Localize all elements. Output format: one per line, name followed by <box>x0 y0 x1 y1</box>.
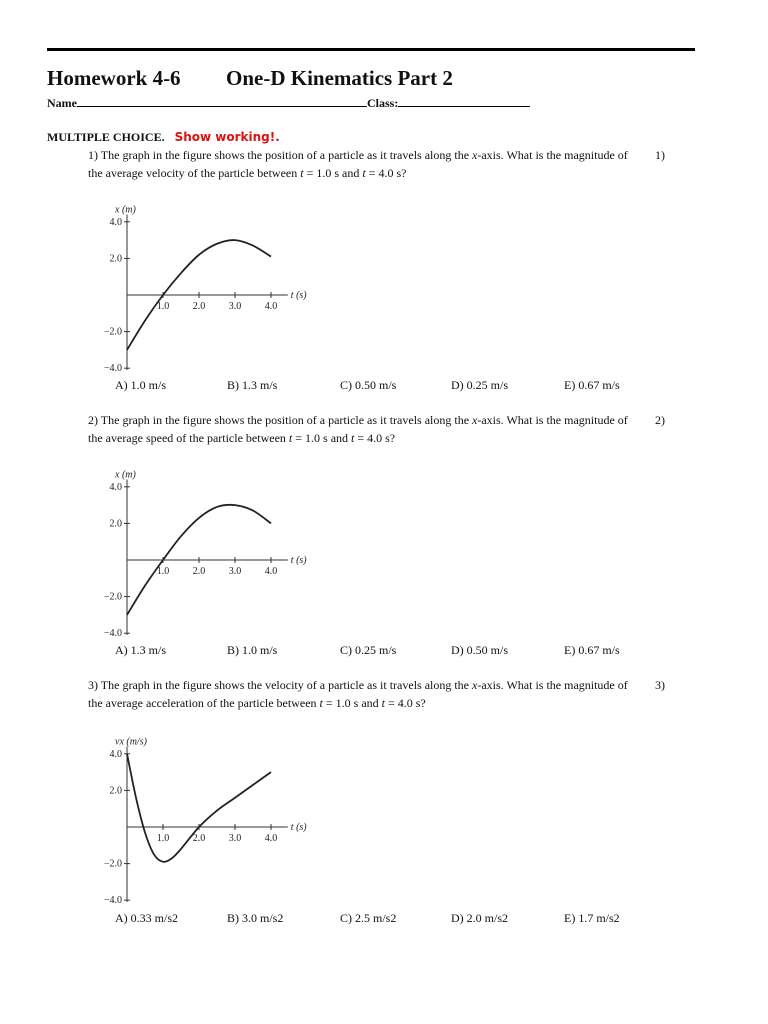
question-text: = 4.0 s? <box>384 696 426 710</box>
question-number: 1) <box>88 148 98 162</box>
answer-choice[interactable] <box>227 911 283 926</box>
question-text: The graph in the figure shows the velocity of a particle as it travels along the <box>100 678 473 692</box>
y-tick-label: −4.0 <box>103 628 122 640</box>
x-tick-label: 3.0 <box>228 566 242 577</box>
x-tick-label: 2.0 <box>192 301 206 312</box>
question-number: 3) <box>88 678 98 692</box>
choice-label: E) <box>564 643 579 657</box>
x-tick-label: 3.0 <box>228 301 242 312</box>
position-time-graph <box>95 443 335 643</box>
y-tick-label: 4.0 <box>109 748 122 760</box>
choice-label: B) <box>227 643 242 657</box>
question-text: -axis. What is the magnitude of the average speed of the particle between <box>88 413 628 445</box>
question-text: The graph in the figure shows the position of a particle as it travels along the <box>100 413 473 427</box>
question-text: = 1.0 s and <box>322 696 382 710</box>
velocity-time-graph <box>95 710 355 910</box>
question-text: = 1.0 s and <box>292 431 352 445</box>
y-tick-label: 4.0 <box>109 481 122 493</box>
choice-value: 0.50 m/s <box>355 378 397 392</box>
answer-choice[interactable] <box>564 378 620 393</box>
y-tick-label: −4.0 <box>103 895 122 907</box>
var-t: t <box>319 696 323 710</box>
x-axis-label: t (s) <box>290 290 307 301</box>
question-text: The graph in the figure shows the position of a particle as it travels along the <box>100 148 473 162</box>
question-text: -axis. What is the magnitude of the average velocity of the particle between <box>88 148 628 180</box>
y-tick-label: −2.0 <box>103 591 122 603</box>
var-x: x <box>472 413 478 427</box>
x-tick-label: 1.0 <box>156 301 170 312</box>
name-blank[interactable] <box>77 95 367 107</box>
choice-value: 1.7 m/s2 <box>578 911 620 925</box>
choice-label: C) <box>340 911 355 925</box>
y-axis-label: x (m) <box>115 469 136 481</box>
choice-label: A) <box>115 378 131 392</box>
choice-value: 1.0 m/s <box>242 643 278 657</box>
y-axis-label: vx (m/s) <box>115 736 147 748</box>
var-t: t <box>362 166 366 180</box>
answer-choice[interactable] <box>451 643 508 658</box>
y-tick-label: 2.0 <box>109 518 122 530</box>
x-tick-label: 1.0 <box>156 833 170 844</box>
answer-choice[interactable] <box>564 643 620 658</box>
x-tick-label: 2.0 <box>192 833 206 844</box>
section-label: MULTIPLE CHOICE. <box>47 130 165 144</box>
question-text: = 4.0 s? <box>365 166 407 180</box>
class-label: Class: <box>367 96 399 110</box>
homework-topic: One-D Kinematics Part 2 <box>226 66 453 90</box>
answer-choice[interactable] <box>115 378 166 393</box>
position-time-graph <box>95 178 335 378</box>
choice-value: 2.0 m/s2 <box>466 911 509 925</box>
side-number: 3) <box>655 678 665 692</box>
choice-label: E) <box>564 911 579 925</box>
answer-choice[interactable] <box>340 643 396 658</box>
answer-choice[interactable] <box>451 378 508 393</box>
choice-label: B) <box>227 378 242 392</box>
y-tick-label: 2.0 <box>109 253 122 265</box>
y-axis-label: x (m) <box>115 204 136 216</box>
top-rule <box>47 48 695 51</box>
y-tick-label: −2.0 <box>103 326 122 338</box>
question-text: -axis. What is the magnitude of the average acceleration of the particle between <box>88 678 628 710</box>
y-tick-label: 2.0 <box>109 785 122 797</box>
question-1 <box>88 146 638 182</box>
data-curve <box>127 754 271 862</box>
choice-value: 1.3 m/s <box>242 378 278 392</box>
section-heading <box>47 130 280 145</box>
choice-value: 2.5 m/s2 <box>355 911 397 925</box>
question-text: = 4.0 s? <box>354 431 396 445</box>
answer-choice[interactable] <box>340 911 396 926</box>
choice-value: 1.3 m/s <box>130 643 167 657</box>
choice-label: A) <box>115 911 131 925</box>
choice-value: 3.0 m/s2 <box>242 911 284 925</box>
var-x: x <box>472 148 478 162</box>
x-tick-label: 4.0 <box>264 833 278 844</box>
answer-choice[interactable] <box>115 911 178 926</box>
x-axis-label: t (s) <box>290 555 307 566</box>
answer-choice[interactable] <box>227 643 277 658</box>
x-axis-label: t (s) <box>290 822 307 833</box>
var-t: t <box>381 696 385 710</box>
name-label: Name <box>47 96 77 110</box>
choice-label: B) <box>227 911 242 925</box>
name-class-row <box>47 95 530 111</box>
side-number: 1) <box>655 148 665 162</box>
question-3 <box>88 676 638 712</box>
choice-value: 0.33 m/s2 <box>130 911 179 925</box>
choice-value: 0.67 m/s <box>578 643 620 657</box>
choice-value: 1.0 m/s <box>130 378 167 392</box>
x-tick-label: 4.0 <box>264 301 278 312</box>
answer-choice[interactable] <box>340 378 396 393</box>
question-text: = 1.0 s and <box>303 166 363 180</box>
answer-choice[interactable] <box>227 378 277 393</box>
y-tick-label: 4.0 <box>109 216 122 228</box>
x-tick-label: 4.0 <box>264 566 278 577</box>
choice-value: 0.25 m/s <box>355 643 397 657</box>
var-x: x <box>472 678 478 692</box>
choice-label: D) <box>451 911 467 925</box>
y-tick-label: −2.0 <box>103 858 122 870</box>
homework-title: Homework 4-6 <box>47 66 181 90</box>
choice-label: E) <box>564 378 579 392</box>
question-number: 2) <box>88 413 98 427</box>
choice-label: C) <box>340 378 355 392</box>
x-tick-label: 3.0 <box>228 833 242 844</box>
choice-label: C) <box>340 643 355 657</box>
answer-choice[interactable] <box>564 911 620 926</box>
y-tick-label: −4.0 <box>103 363 122 375</box>
choice-value: 0.50 m/s <box>466 643 509 657</box>
var-t: t <box>351 431 355 445</box>
choice-label: D) <box>451 643 467 657</box>
choice-label: D) <box>451 378 467 392</box>
show-working-note: Show working!. <box>174 130 280 144</box>
answer-choice[interactable] <box>451 911 508 926</box>
x-tick-label: 1.0 <box>156 566 170 577</box>
choice-label: A) <box>115 643 131 657</box>
side-number: 2) <box>655 413 665 427</box>
question-2 <box>88 411 638 447</box>
choice-value: 0.25 m/s <box>466 378 509 392</box>
class-blank[interactable] <box>398 95 530 107</box>
choice-value: 0.67 m/s <box>578 378 620 392</box>
var-t: t <box>288 431 293 445</box>
var-t: t <box>300 166 304 180</box>
answer-choice[interactable] <box>115 643 166 658</box>
x-tick-label: 2.0 <box>192 566 206 577</box>
